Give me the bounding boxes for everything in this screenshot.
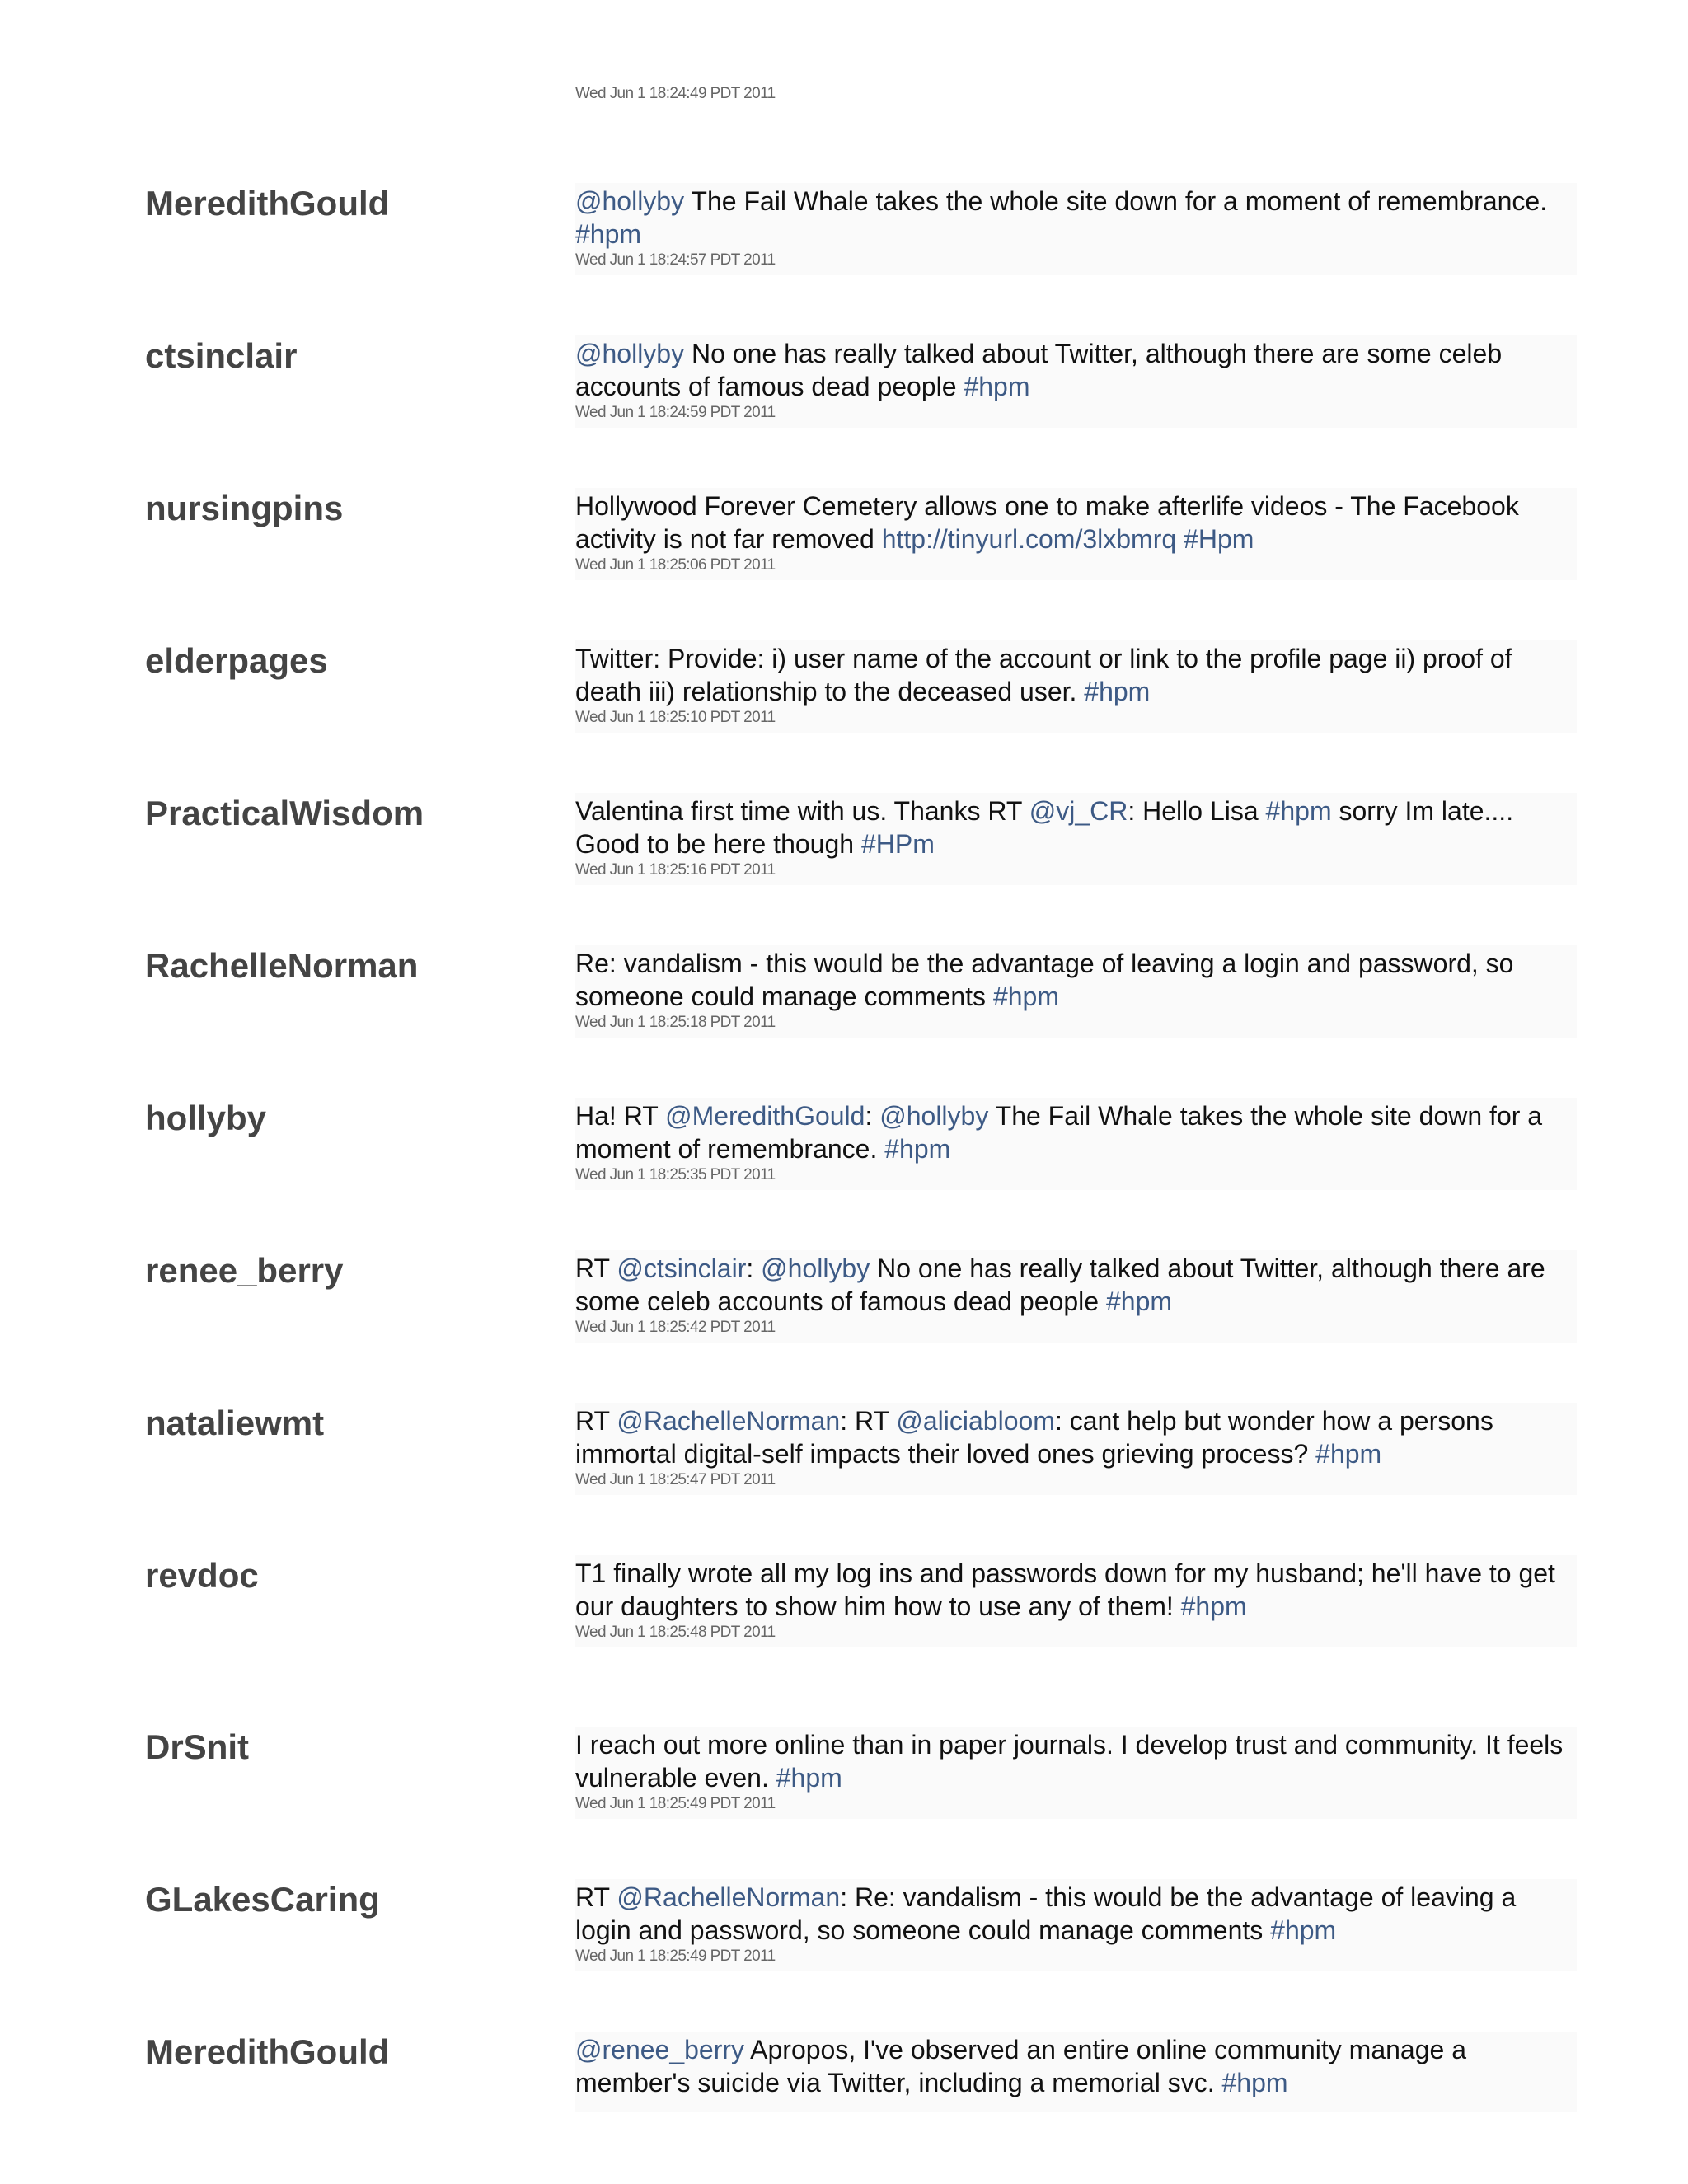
tweet-body	[575, 2032, 1577, 2112]
hashtag-link[interactable]: #hpm	[1180, 1591, 1247, 1621]
tweet-text-segment: : Re: vandalism - this would be the advantage of leaving a login and password, so someone could manage comments	[575, 1882, 1517, 1945]
tweet-text	[575, 1098, 1577, 1165]
tweet-username: RachelleNorman	[145, 946, 419, 985]
tweet-text-segment: Twitter: Provide: i) user name of the account or link to the profile page ii) proof of death iii) relationship to the deceased user.	[575, 644, 1512, 706]
hashtag-link[interactable]: #HPm	[860, 829, 935, 859]
mention-link[interactable]: @hollyby	[879, 1101, 989, 1131]
tweet-text-segment: Re: vandalism - this would be the advantage of leaving a login and password, so someone could manage comments	[575, 949, 1514, 1011]
mention-link[interactable]: @hollyby	[575, 339, 685, 368]
tweet-text	[575, 2032, 1577, 2099]
tweet-text-segment: The Fail Whale takes the whole site down for a moment of remembrance.	[684, 186, 1548, 216]
tweet-text-segment: RT	[575, 1254, 617, 1283]
tweet-body	[575, 1250, 1577, 1343]
tweet-timestamp: Wed Jun 1 18:25:18 PDT 2011	[575, 1014, 776, 1031]
mention-link[interactable]: @hollyby	[575, 186, 685, 216]
tweet-text-segment: Valentina first time with us. Thanks RT	[575, 796, 1029, 826]
hashtag-link[interactable]: #hpm	[884, 1134, 951, 1164]
tweet-text	[575, 488, 1577, 555]
mention-link[interactable]: @hollyby	[761, 1254, 870, 1283]
tweet-text-segment: Apropos, I've observed an entire online community manage a member's suicide via Twitter, including a memorial svc.	[575, 2035, 1466, 2097]
tweet-text-segment: RT	[575, 1882, 617, 1912]
tweet-username: hollyby	[145, 1099, 267, 1137]
tweet-text-segment: No one has really talked about Twitter, although there are some celeb accounts of famous dead people	[575, 339, 1503, 401]
tweet-text-segment: The Fail Whale takes the whole site down for a moment of remembrance.	[575, 1101, 1543, 1164]
tweet-text-segment: Hollywood Forever Cemetery allows one to make afterlife videos - The Facebook activity is not far removed	[575, 491, 1519, 554]
tweet-timestamp: Wed Jun 1 18:25:06 PDT 2011	[575, 556, 776, 574]
tweet-text	[575, 793, 1577, 860]
hashtag-link[interactable]: #hpm	[776, 1763, 842, 1793]
mention-link[interactable]: @vj_CR	[1029, 796, 1128, 826]
tweet-text-segment: RT	[575, 1406, 617, 1436]
tweet-body	[575, 488, 1577, 580]
hashtag-link[interactable]: #Hpm	[1184, 524, 1254, 554]
tweet-text	[575, 1403, 1577, 1470]
top-timestamp: Wed Jun 1 18:24:49 PDT 2011	[575, 85, 776, 102]
tweet-text-segment: :	[865, 1101, 880, 1131]
tweet-text	[575, 183, 1577, 251]
tweet-timestamp: Wed Jun 1 18:25:48 PDT 2011	[575, 1624, 776, 1641]
tweet-timestamp: Wed Jun 1 18:25:42 PDT 2011	[575, 1319, 776, 1336]
tweet-text-segment: : RT	[840, 1406, 897, 1436]
tweet-body	[575, 640, 1577, 733]
hashtag-link[interactable]: #hpm	[1270, 1915, 1337, 1945]
tweet-body	[575, 1403, 1577, 1495]
tweet-username: nursingpins	[145, 489, 344, 527]
mention-link[interactable]: @MeredithGould	[665, 1101, 865, 1131]
tweet-username: PracticalWisdom	[145, 794, 424, 832]
tweet-timestamp: Wed Jun 1 18:24:57 PDT 2011	[575, 251, 776, 269]
tweet-body	[575, 335, 1577, 428]
tweet-text	[575, 1727, 1577, 1794]
mention-link[interactable]: @aliciabloom	[896, 1406, 1055, 1436]
tweet-timestamp: Wed Jun 1 18:25:49 PDT 2011	[575, 1795, 776, 1812]
tweet-text-segment: :	[746, 1254, 762, 1283]
tweet-timestamp: Wed Jun 1 18:24:59 PDT 2011	[575, 404, 776, 421]
tweet-body	[575, 945, 1577, 1038]
tweet-body	[575, 793, 1577, 885]
tweet-body	[575, 1098, 1577, 1190]
mention-link[interactable]: @RachelleNorman	[617, 1406, 841, 1436]
tweet-text	[575, 335, 1577, 403]
tweet-text-segment: Ha! RT	[575, 1101, 666, 1131]
tweet-text	[575, 640, 1577, 708]
mention-link[interactable]: @RachelleNorman	[617, 1882, 841, 1912]
tweet-text-segment: T1 finally wrote all my log ins and passwords down for my husband; he'll have to get our daughters to show him how to use any of them!	[575, 1558, 1555, 1621]
tweet-username: MeredithGould	[145, 2032, 390, 2071]
mention-link[interactable]: @ctsinclair	[617, 1254, 747, 1283]
hashtag-link[interactable]: #hpm	[1105, 1286, 1173, 1316]
hashtag-link[interactable]: #hpm	[1265, 796, 1332, 826]
hashtag-link[interactable]: #hpm	[964, 372, 1030, 401]
tweet-username: DrSnit	[145, 1727, 249, 1766]
tweet-username: GLakesCaring	[145, 1880, 380, 1919]
tweet-username: renee_berry	[145, 1251, 344, 1290]
hashtag-link[interactable]: #hpm	[1315, 1439, 1382, 1469]
hashtag-link[interactable]: #hpm	[992, 982, 1059, 1011]
tweet-username: nataliewmt	[145, 1404, 325, 1442]
clipped-top-fragment	[575, 56, 674, 66]
tweet-text-segment: No one has really talked about Twitter, although there are some celeb accounts of famous dead people	[575, 1254, 1545, 1316]
tweet-timestamp: Wed Jun 1 18:25:49 PDT 2011	[575, 1947, 776, 1965]
tweet-body	[575, 1727, 1577, 1819]
tweet-body	[575, 1879, 1577, 1971]
hashtag-link[interactable]: #hpm	[1221, 2068, 1288, 2097]
tweet-username: ctsinclair	[145, 336, 298, 375]
tweet-username: revdoc	[145, 1556, 259, 1595]
tweet-timestamp: Wed Jun 1 18:25:10 PDT 2011	[575, 709, 776, 726]
tweet-text-segment: : Hello Lisa	[1128, 796, 1266, 826]
hashtag-link[interactable]: #hpm	[1084, 677, 1151, 706]
tweet-body	[575, 1555, 1577, 1647]
mention-link[interactable]: @renee_berry	[575, 2035, 745, 2064]
hashtag-link[interactable]: #hpm	[575, 219, 642, 249]
tweet-timestamp: Wed Jun 1 18:25:35 PDT 2011	[575, 1166, 776, 1183]
tweet-text-segment: : cant help but wonder how a persons immortal digital-self impacts their loved ones grieving process?	[575, 1406, 1493, 1469]
tweet-text-segment: sorry Im late.... Good to be here though	[575, 796, 1514, 859]
tweet-text	[575, 1250, 1577, 1318]
tweet-text-segment	[1176, 524, 1184, 554]
tweet-username: elderpages	[145, 641, 328, 680]
tweet-body	[575, 183, 1577, 275]
tweet-text	[575, 945, 1577, 1013]
tweet-username: MeredithGould	[145, 184, 390, 223]
tweet-timestamp: Wed Jun 1 18:25:47 PDT 2011	[575, 1471, 776, 1488]
tweet-text	[575, 1555, 1577, 1623]
url-link[interactable]: http://tinyurl.com/3lxbmrq	[881, 524, 1177, 554]
tweet-text-segment: I reach out more online than in paper journals. I develop trust and community. It feels vulnerable even.	[575, 1730, 1564, 1793]
tweet-text	[575, 1879, 1577, 1947]
tweet-timestamp: Wed Jun 1 18:25:16 PDT 2011	[575, 861, 776, 879]
